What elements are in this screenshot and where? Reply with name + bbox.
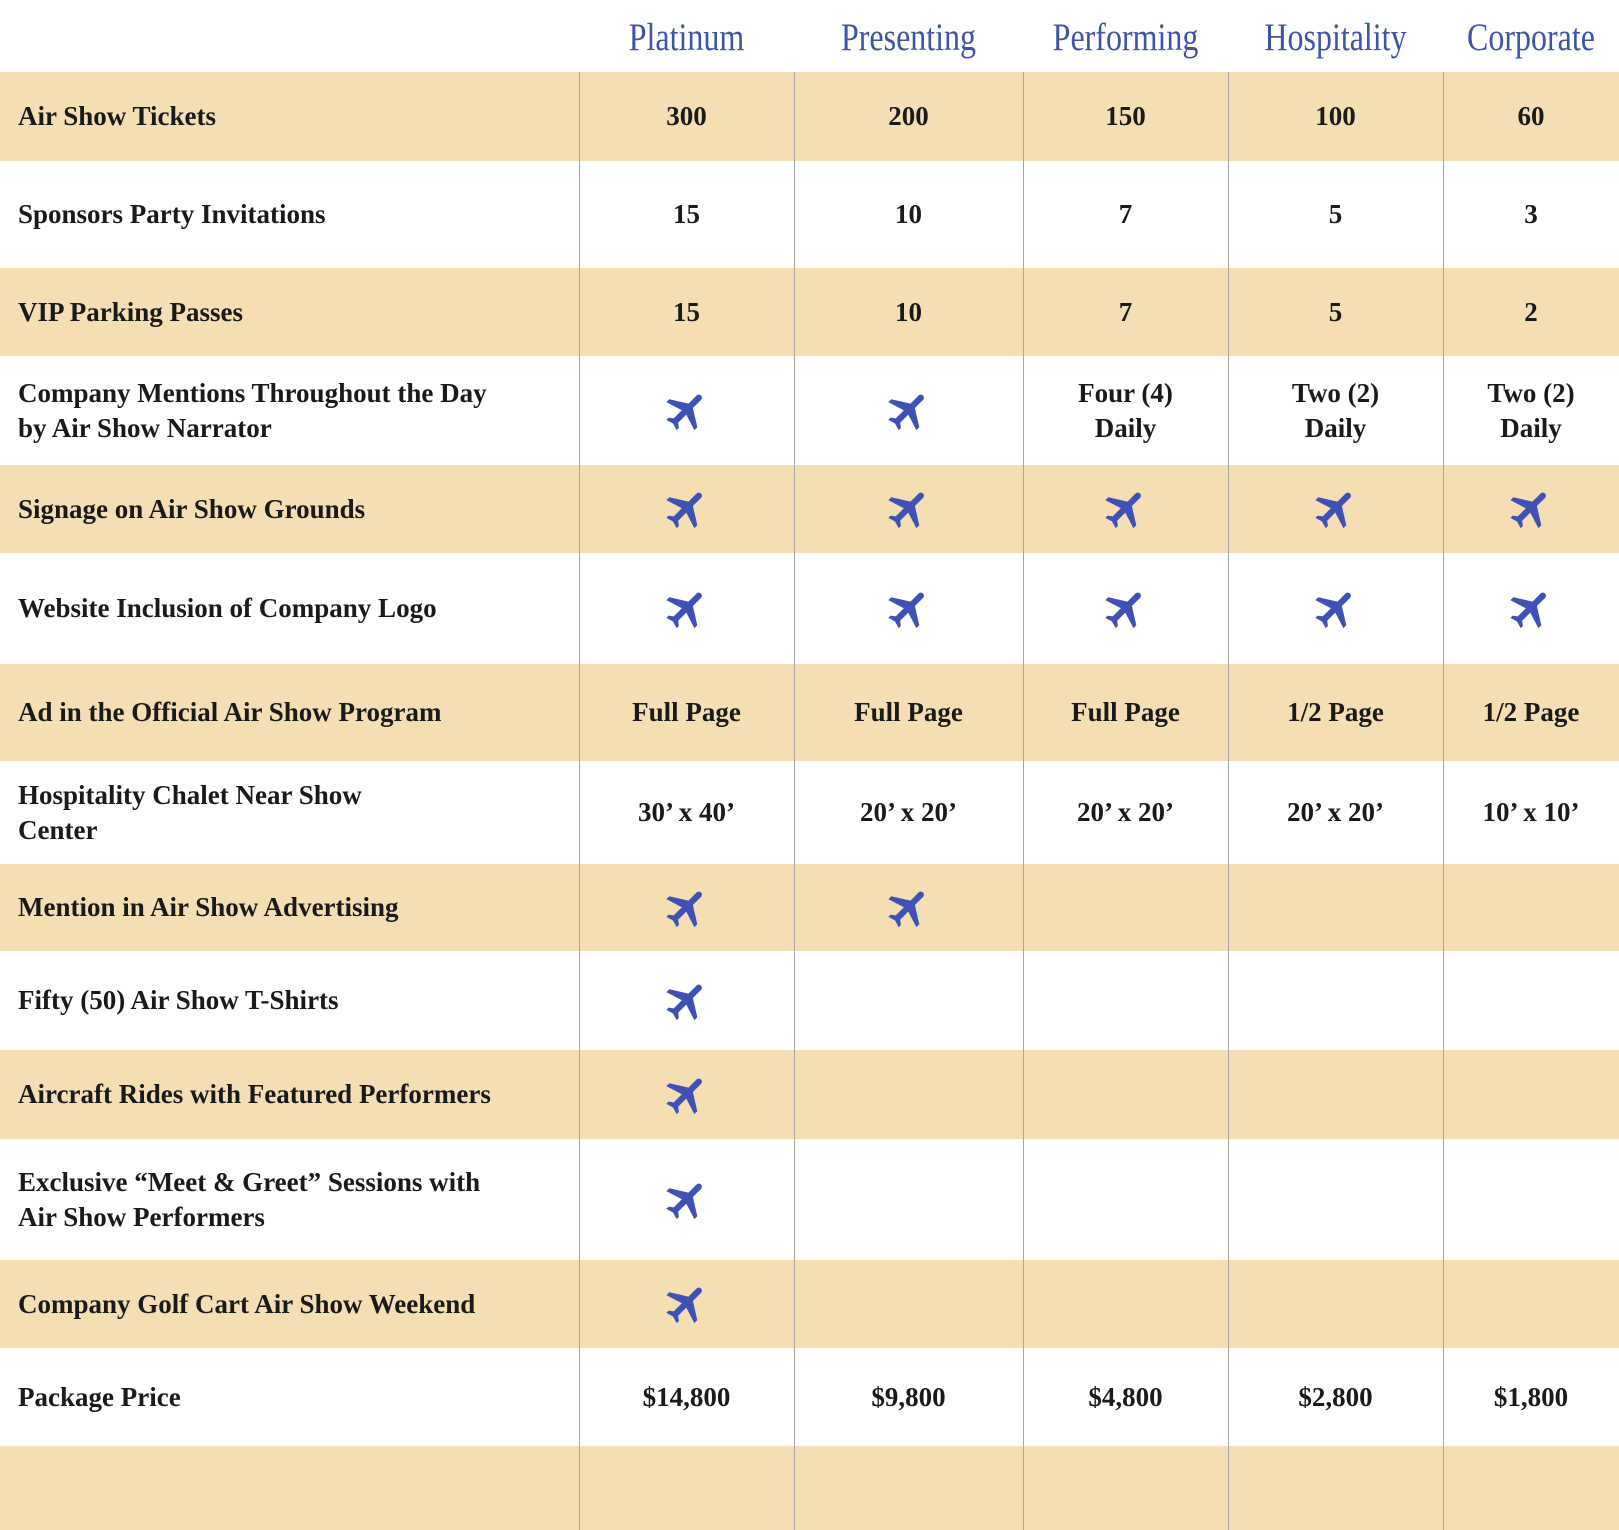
row-band <box>0 1446 1619 1530</box>
airplane-icon <box>884 484 934 534</box>
airplane-icon <box>662 976 712 1026</box>
value-cell: 30’ x 40’ <box>638 797 735 827</box>
airplane-icon <box>662 1279 712 1329</box>
value-cell: 1/2 Page <box>1287 697 1384 727</box>
check-cell <box>579 465 794 553</box>
check-cell <box>579 553 794 664</box>
row-label: Package Price <box>18 1381 181 1412</box>
value-cell: Full Page <box>632 697 741 727</box>
value-cell: Four (4) Daily <box>1078 377 1173 443</box>
value-cell: 10 <box>895 296 922 327</box>
row-label: Aircraft Rides with Featured Performers <box>18 1079 491 1109</box>
row-label: Company Mentions Throughout the Day by Air Show Narrator <box>18 377 487 443</box>
value-cell: 15 <box>673 296 700 327</box>
value-cell: 300 <box>666 101 707 131</box>
check-cell <box>579 864 794 951</box>
check-cell <box>794 356 1023 465</box>
value-cell: 20’ x 20’ <box>860 797 957 827</box>
check-cell <box>1228 465 1443 553</box>
value-cell: 1/2 Page <box>1482 697 1580 727</box>
airplane-icon <box>884 386 934 436</box>
row-label: Signage on Air Show Grounds <box>18 493 366 524</box>
value-cell: $9,800 <box>871 1381 946 1412</box>
column-header-performing: Performing <box>1052 15 1199 59</box>
row-label: Hospitality Chalet Near Show Center <box>18 779 362 845</box>
column-header-hospitality: Hospitality <box>1264 15 1407 59</box>
airplane-icon <box>662 1070 712 1120</box>
airplane-icon <box>1311 584 1361 634</box>
airplane-icon <box>1101 484 1151 534</box>
value-cell: 60 <box>1517 101 1545 131</box>
check-cell <box>579 1050 794 1139</box>
value-cell: 100 <box>1315 101 1356 131</box>
value-cell: $2,800 <box>1298 1381 1373 1412</box>
value-cell: 20’ x 20’ <box>1287 797 1384 827</box>
check-cell <box>794 553 1023 664</box>
check-cell <box>1443 553 1619 664</box>
airplane-icon <box>662 1175 712 1225</box>
column-header-corporate: Corporate <box>1467 15 1595 59</box>
check-cell <box>579 1260 794 1348</box>
check-cell <box>579 356 794 465</box>
airplane-icon <box>662 484 712 534</box>
value-cell: 200 <box>888 101 929 131</box>
airplane-icon <box>1506 484 1556 534</box>
check-cell <box>1228 553 1443 664</box>
airplane-icon <box>662 584 712 634</box>
check-cell <box>794 465 1023 553</box>
check-cell <box>1023 553 1228 664</box>
airplane-icon <box>884 883 934 933</box>
check-cell <box>579 1139 794 1260</box>
value-cell: Two (2) Daily <box>1291 377 1380 443</box>
airplane-icon <box>1506 584 1556 634</box>
check-cell <box>1023 465 1228 553</box>
value-cell: 10’ x 10’ <box>1482 797 1580 827</box>
row-label: Mention in Air Show Advertising <box>18 892 399 922</box>
row-label: Air Show Tickets <box>18 101 217 131</box>
value-cell: Full Page <box>854 697 963 727</box>
airplane-icon <box>1101 584 1151 634</box>
value-cell: 5 <box>1328 296 1343 327</box>
check-cell <box>579 951 794 1050</box>
airplane-icon <box>662 883 712 933</box>
check-cell <box>1443 465 1619 553</box>
value-cell: $14,800 <box>642 1381 731 1412</box>
value-cell: 2 <box>1524 296 1538 327</box>
row-label: VIP Parking Passes <box>18 296 244 327</box>
value-cell: 150 <box>1105 101 1146 131</box>
value-cell: $1,800 <box>1493 1381 1569 1412</box>
value-cell: 7 <box>1118 199 1133 229</box>
value-cell: 15 <box>673 199 700 229</box>
value-cell: 20’ x 20’ <box>1077 797 1174 827</box>
value-cell: Two (2) Daily <box>1487 377 1575 443</box>
airplane-icon <box>884 584 934 634</box>
value-cell: 5 <box>1328 199 1343 229</box>
row-label: Ad in the Official Air Show Program <box>18 697 442 727</box>
value-cell: 3 <box>1524 199 1538 229</box>
value-cell: Full Page <box>1071 697 1180 727</box>
row-label: Exclusive “Meet & Greet” Sessions with Air Show Performers <box>18 1166 481 1232</box>
value-cell: 10 <box>895 199 922 229</box>
row-label: Website Inclusion of Company Logo <box>18 593 437 623</box>
row-label: Fifty (50) Air Show T-Shirts <box>18 985 339 1015</box>
column-header-platinum: Platinum <box>628 15 745 59</box>
value-cell: $4,800 <box>1088 1381 1163 1412</box>
airplane-icon <box>662 386 712 436</box>
column-header-presenting: Presenting <box>840 15 977 59</box>
check-cell <box>794 864 1023 951</box>
value-cell: 7 <box>1118 296 1133 327</box>
row-label: Company Golf Cart Air Show Weekend <box>18 1288 476 1319</box>
airplane-icon <box>1311 484 1361 534</box>
row-label: Sponsors Party Invitations <box>18 199 326 229</box>
